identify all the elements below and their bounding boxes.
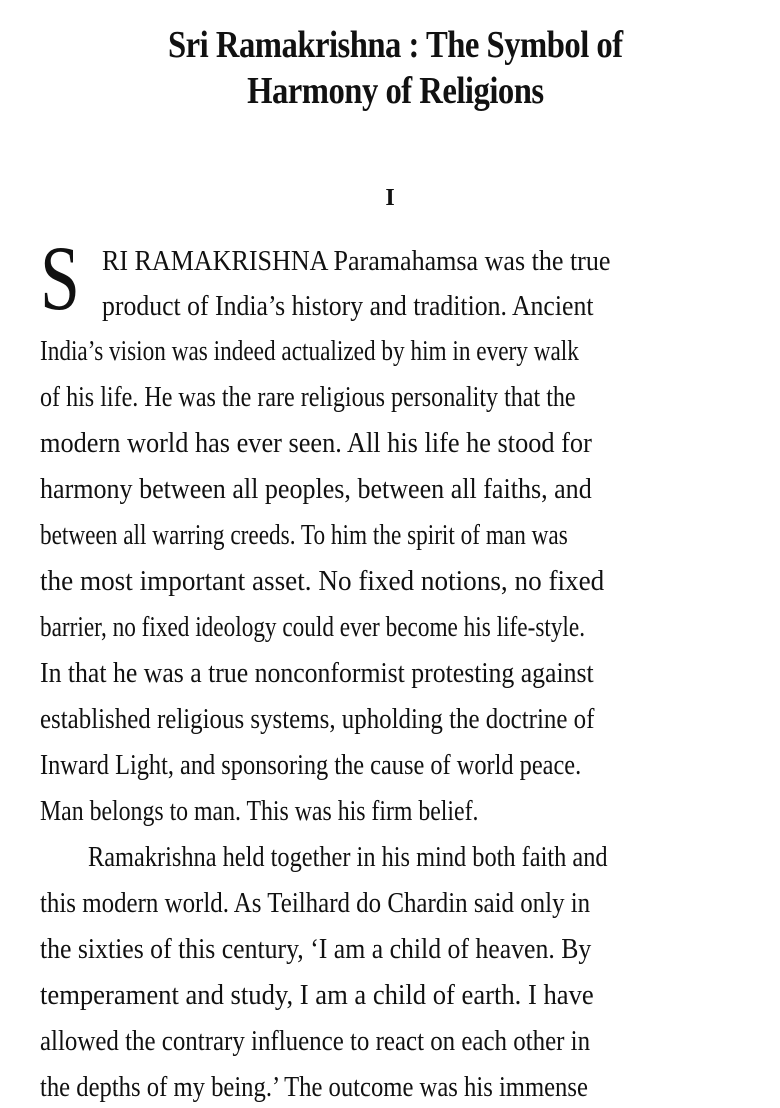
section-numeral: I xyxy=(385,185,395,211)
text-line: India’s vision was indeed actualized by him in every walk xyxy=(40,336,579,367)
text-line: RI RAMAKRISHNA Paramahamsa was the true xyxy=(102,246,611,277)
text-line: allowed the contrary influence to react on each other in xyxy=(40,1026,591,1057)
text-line: between all warring creeds. To him the spirit of man was xyxy=(40,520,568,551)
chapter-title-line-1: Sri Ramakrishna : The Symbol of xyxy=(168,24,623,66)
text-line: the depths of my being.’ The outcome was his immense xyxy=(40,1072,588,1103)
text-line: harmony between all peoples, between all faiths, and xyxy=(40,474,592,505)
text-line: Inward Light, and sponsoring the cause of world peace. xyxy=(40,750,582,781)
text-line: Ramakrishna held together in his mind both faith and xyxy=(88,842,608,873)
text-line: the sixties of this century, ‘I am a child of heaven. By xyxy=(40,934,592,965)
text-line: Man belongs to man. This was his firm belief. xyxy=(40,796,479,827)
chapter-title xyxy=(60,22,731,114)
text-line: of his life. He was the rare religious personality that the xyxy=(40,382,576,413)
text-line: this modern world. As Teilhard do Chardin said only in xyxy=(40,888,591,919)
chapter-title-line-2: Harmony of Religions xyxy=(247,70,544,112)
text-line: product of India’s history and tradition. Ancient xyxy=(102,291,594,322)
text-line: established religious systems, upholding the doctrine of xyxy=(40,704,595,735)
text-line: In that he was a true nonconformist protesting against xyxy=(40,658,594,689)
text-line: barrier, no fixed ideology could ever become his life-style. xyxy=(40,612,586,643)
text-line: temperament and study, I am a child of earth. I have xyxy=(40,980,594,1011)
drop-cap: S xyxy=(40,227,80,329)
text-line: modern world has ever seen. All his life he stood for xyxy=(40,428,592,459)
text-line: the most important asset. No fixed notions, no fixed xyxy=(40,566,605,597)
